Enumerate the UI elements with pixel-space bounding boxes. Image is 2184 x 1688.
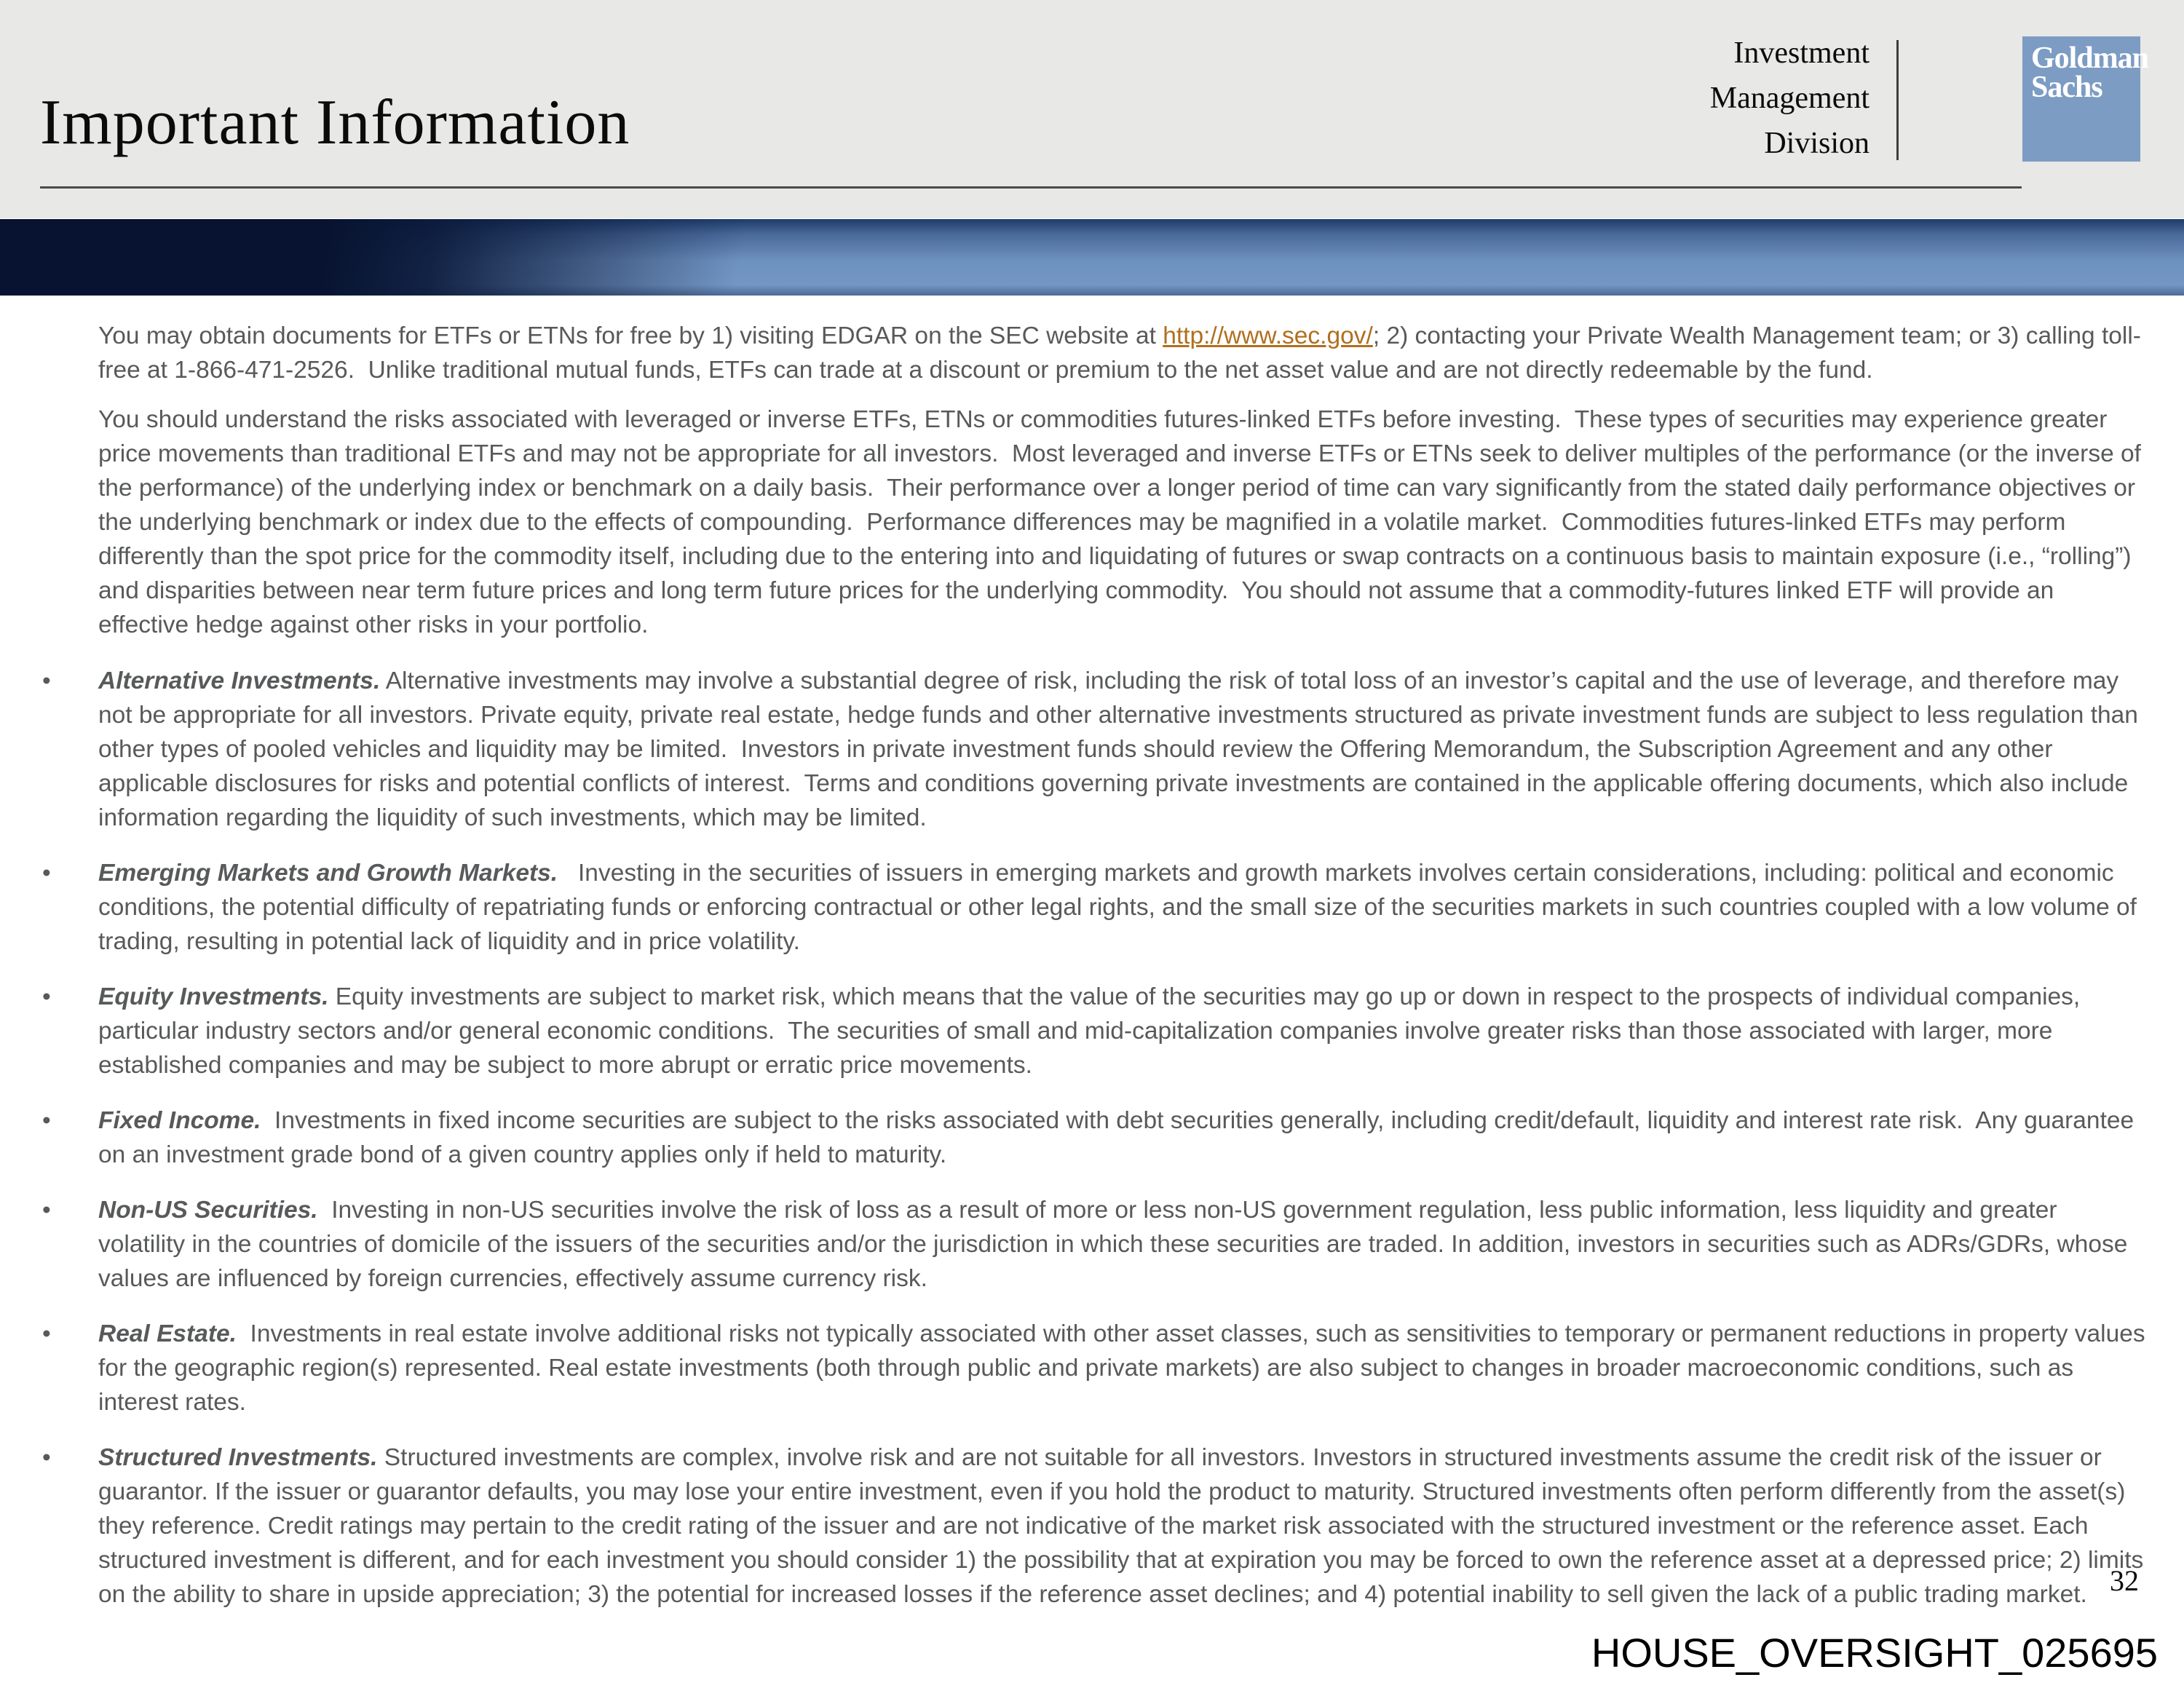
logo-line-1: Goldman [2031,41,2149,75]
bullet-text: Investments in fixed income securities are subject to the risks associated with debt securities generally, including credit/default, liquidity and interest rate risk. Any guarantee on an investment grade bond of a given country applies only if held to maturity. [98,1107,2141,1168]
paragraph-etf-documents [98,319,2149,387]
bullet-text: Investing in non-US securities involve the risk of loss as a result of more or less non-US government regulation, less public information, less liquidity and greater volatility in the countries of domicile of the issuers of the securities and/or the jurisdiction in which these securities are traded. In addition, investors in securities such as ADRs/GDRs, whose values are influenced by foreign currencies, effectively assume currency risk. [98,1197,2134,1292]
bullet-term: Equity Investments. [98,983,329,1010]
page-title: Important Information [40,87,630,158]
division-line-2: Management [1709,82,1870,115]
header-rule [40,186,2022,189]
bullet-text: Investing in the securities of issuers in emerging markets and growth markets involves certain considerations, including: political and economic conditions, the potential difficulty of repatriating funds or enforcing contractual or other legal rights, and the small size of the securities markets in such countries coupled with a low volume of trading, resulting in potential lack of liquidity and in price volatility. [98,860,2144,955]
list-item-real-estate [98,1317,2152,1419]
risk-bullet-list [98,664,2152,1612]
paragraph-etf-documents-before-link: You may obtain documents for ETFs or ETNs for free by 1) visiting EDGAR on the SEC website at [98,322,1163,349]
bullet-term: Emerging Markets and Growth Markets. [98,860,558,887]
bullet-term: Non-US Securities. [98,1197,318,1224]
list-item-emerging-markets [98,856,2149,959]
division-label [1710,31,1870,166]
bullet-text: Alternative investments may involve a substantial degree of risk, including the risk of total loss of an investor’s capital and the use of leverage, and therefore may not be appropriate for all investors. Private equity, private real estate, hedge funds and other alternative investments structured as private investment funds are subject to less regulation than other types of pooled vehicles and liquidity may be limited. Investors in private investment funds should review the Offering Memorandum, the Subscription Agreement and any other applicable disclosures for risks and potential conflicts of interest. Terms and conditions governing private investments are contained in the applicable offering documents, which also include information regarding the liquidity of such investments, which may be limited. [98,667,2145,831]
goldman-sachs-logo [2022,36,2149,162]
division-line-1: Investment [1733,36,1870,70]
paragraph-etf-documents-after-link: ; 2) contacting your Private Wealth Management team; or 3) calling toll-free at 1-866-471-2526. Unlike traditional mutual funds, ETFs can trade at a discount or premium to the net asset value and are not directly redeemable by the fund. [98,322,2141,384]
division-line-3: Division [1764,127,1870,160]
page-number: 32 [2110,1564,2139,1597]
bullet-term: Real Estate. [98,1320,237,1347]
header-band [0,0,2184,218]
header-divider [1896,40,1899,160]
list-item-equity-investments [98,980,2149,1082]
bullet-text: Equity investments are subject to market risk, which means that the value of the securities may go up or down in respect to the prospects of individual companies, particular industry sectors and/or general economic conditions. The securities of small and mid-capitalization companies involve greater risks than those associated with larger, more established companies and may be subject to more abrupt or erratic price movements. [98,983,2087,1079]
bullet-term: Alternative Investments. [98,667,381,694]
disclaimer-content [0,319,2184,1633]
gradient-bar [0,219,2184,296]
sec-website-link[interactable]: http://www.sec.gov/ [1163,322,1373,349]
paragraph-leveraged-etf-risks: You should understand the risks associated with leveraged or inverse ETFs, ETNs or commodities futures-linked ETFs before investing. These types of securities may experience greater price movements than traditional ETFs and may not be appropriate for all investors. Most leveraged and inverse ETFs or ETNs seek to deliver multiples of the performance (or the inverse of the performance) of the underlying index or benchmark on a daily basis. Their performance over a longer period of time can vary significantly from the stated daily performance objectives or the underlying benchmark or index due to the effects of compounding. Performance differences may be magnified in a volatile market. Commodities futures-linked ETFs may perform differently than the spot price for the commodity itself, including due to the entering into and liquidating of futures or swap contracts on a continuous basis to maintain exposure (i.e., “rolling”) and disparities between near term future prices and long term future prices for the underlying commodity. You should not assume that a commodity-futures linked ETF will provide an effective hedge against other risks in your portfolio. [98,406,2148,638]
document-id-stamp: HOUSE_OVERSIGHT_025695 [1591,1630,2158,1676]
bullet-text: Investments in real estate involve additional risks not typically associated with other asset classes, such as sensitivities to temporary or permanent reductions in property values for the geographic region(s) represented. Real estate investments (both through public and private markets) are also subject to changes in broader macroeconomic conditions, such as interest rates. [98,1320,2152,1416]
list-item-non-us-securities [98,1193,2149,1296]
bullet-term: Structured Investments. [98,1444,378,1471]
list-item-alternative-investments [98,664,2149,835]
list-item-structured-investments [98,1441,2149,1612]
list-item-fixed-income [98,1103,2149,1172]
logo-line-2: Sachs [2031,71,2102,104]
bullet-text: Structured investments are complex, involve risk and are not suitable for all investors. Investors in structured investments assume the credit risk of the issuer or guarantor. If the issuer or guarantor defaults, you may lose your entire investment, even if you hold the product to maturity. Structured investments often perform differently from the asset(s) they reference. Credit ratings may pertain to the credit rating of the issuer and are not indicative of the market risk associated with the structured investment or the reference asset. Each structured investment is different, and for each investment you should consider 1) the possibility that at expiration you may be forced to own the reference asset at a depressed price; 2) limits on the ability to share in upside appreciation; 3) the potential for increased losses if the reference asset declines; and 4) potential inability to sell given the lack of a public trading market. [98,1444,2151,1608]
bullet-term: Fixed Income. [98,1107,261,1134]
